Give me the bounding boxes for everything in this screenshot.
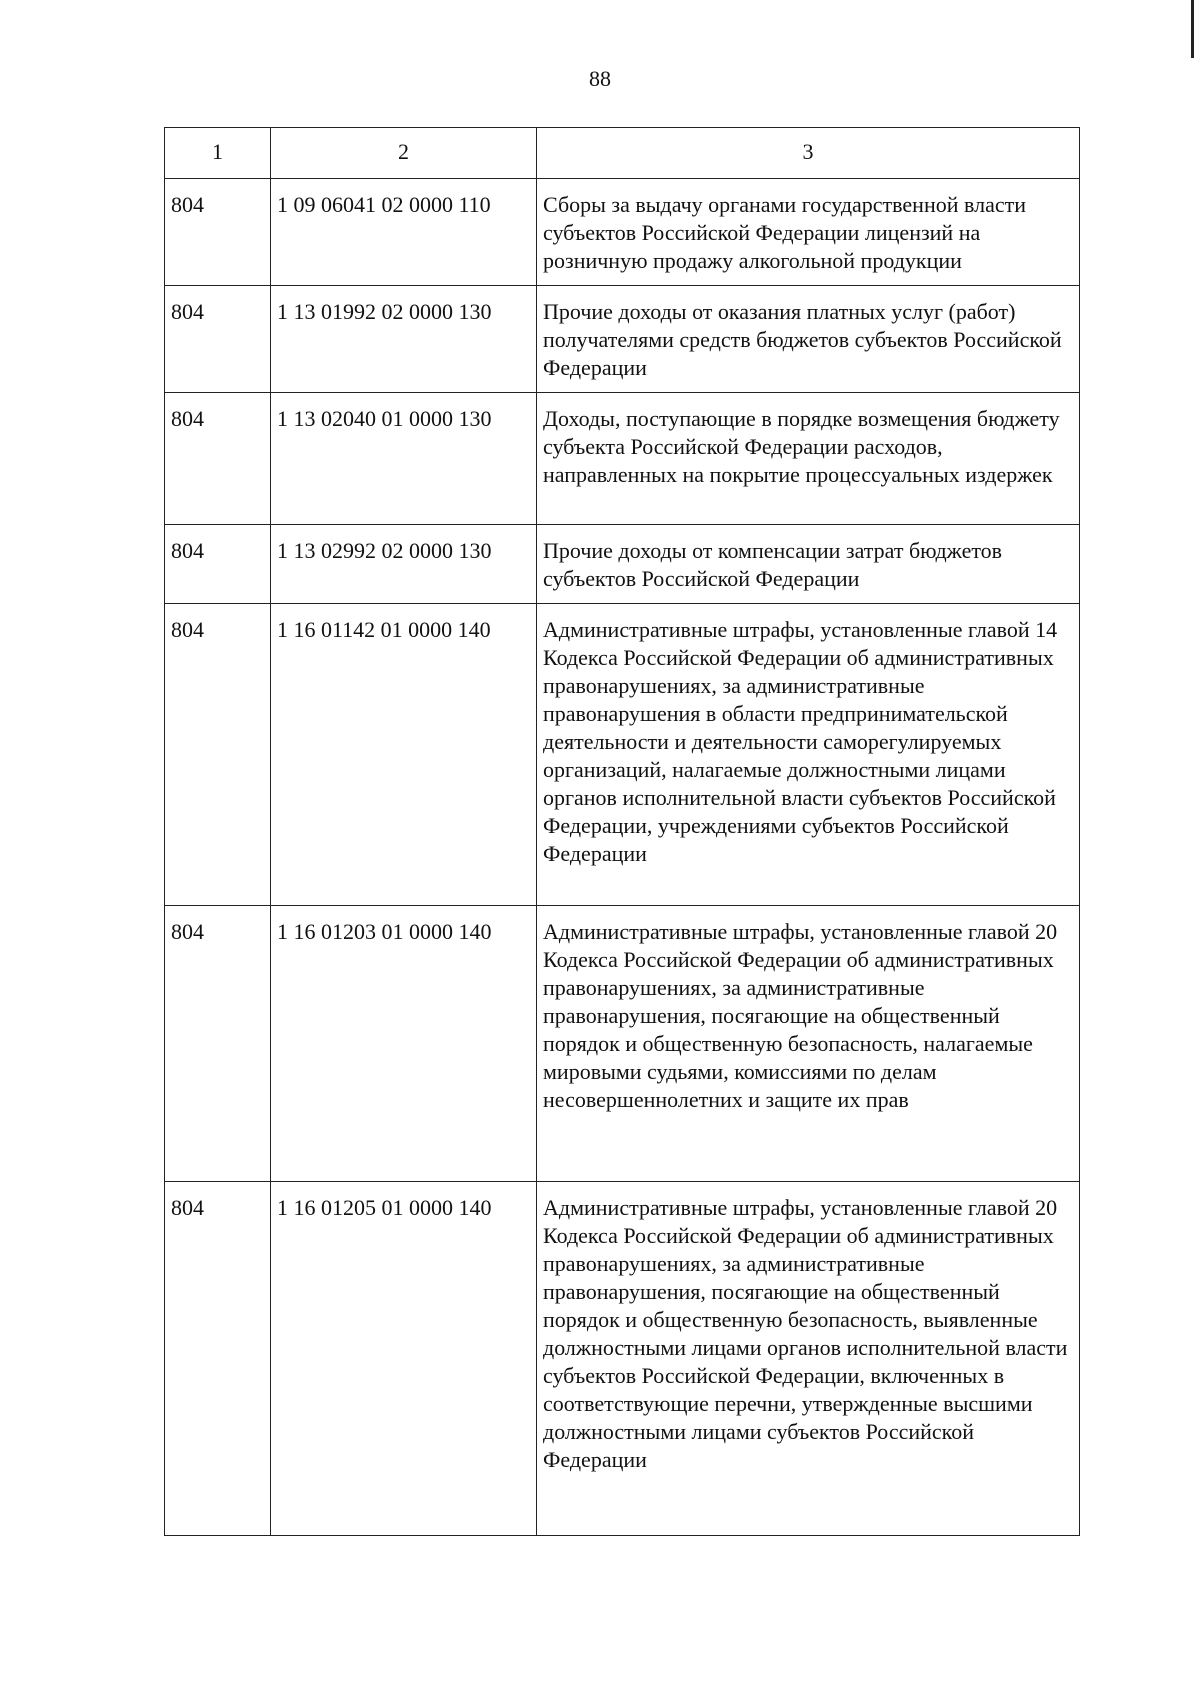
table-row — [165, 286, 1080, 393]
description-cell: Сборы за выдачу органами государственной власти субъектов Российской Федерации лицензий на розничную продажу алкогольной продукции — [537, 179, 1080, 286]
revenue-code-cell: 1 13 01992 02 0000 130 — [271, 286, 537, 393]
admin-code-cell: 804 — [165, 1182, 271, 1536]
scan-edge-mark — [1191, 0, 1194, 58]
description-cell: Прочие доходы от компенсации затрат бюджетов субъектов Российской Федерации — [537, 525, 1080, 604]
description-cell: Доходы, поступающие в порядке возмещения бюджету субъекта Российской Федерации расходов, направленных на покрытие процессуальных издержек — [537, 393, 1080, 525]
description-cell: Административные штрафы, установленные главой 20 Кодекса Российской Федерации об административных правонарушениях, за административные правонарушения, посягающие на общественный порядок и общественную безопасность, налагаемые мировыми судьями, комиссиями по делам несовершеннолетних и защите их прав — [537, 906, 1080, 1182]
revenue-codes-table — [164, 127, 1080, 1536]
table-row — [165, 179, 1080, 286]
column-header-2: 2 — [271, 128, 537, 179]
description-cell: Прочие доходы от оказания платных услуг (работ) получателями средств бюджетов субъектов Российской Федерации — [537, 286, 1080, 393]
admin-code-cell: 804 — [165, 604, 271, 906]
revenue-code-cell: 1 16 01203 01 0000 140 — [271, 906, 537, 1182]
description-cell: Административные штрафы, установленные главой 20 Кодекса Российской Федерации об административных правонарушениях, за административные правонарушения, посягающие на общественный порядок и общественную безопасность, выявленные должностными лицами органов исполнительной власти субъектов Российской Федерации, включенных в соответствующие перечни, утвержденные высшими должностными лицами субъектов Российской Федерации — [537, 1182, 1080, 1536]
revenue-code-cell: 1 13 02992 02 0000 130 — [271, 525, 537, 604]
table-row — [165, 1182, 1080, 1536]
column-header-1: 1 — [165, 128, 271, 179]
revenue-code-cell: 1 16 01142 01 0000 140 — [271, 604, 537, 906]
column-header-3: 3 — [537, 128, 1080, 179]
admin-code-cell: 804 — [165, 525, 271, 604]
table-header-row — [165, 128, 1080, 179]
table-row — [165, 525, 1080, 604]
table-row — [165, 393, 1080, 525]
description-cell: Административные штрафы, установленные главой 14 Кодекса Российской Федерации об административных правонарушениях, за административные правонарушения в области предпринимательской деятельности и деятельности саморегулируемых организаций, налагаемые должностными лицами органов исполнительной власти субъектов Российской Федерации, учреждениями субъектов Российской Федерации — [537, 604, 1080, 906]
admin-code-cell: 804 — [165, 286, 271, 393]
table-row — [165, 604, 1080, 906]
revenue-code-cell: 1 16 01205 01 0000 140 — [271, 1182, 537, 1536]
page-number: 88 — [589, 66, 611, 91]
revenue-code-cell: 1 13 02040 01 0000 130 — [271, 393, 537, 525]
admin-code-cell: 804 — [165, 179, 271, 286]
table-row — [165, 906, 1080, 1182]
revenue-code-cell: 1 09 06041 02 0000 110 — [271, 179, 537, 286]
admin-code-cell: 804 — [165, 906, 271, 1182]
admin-code-cell: 804 — [165, 393, 271, 525]
